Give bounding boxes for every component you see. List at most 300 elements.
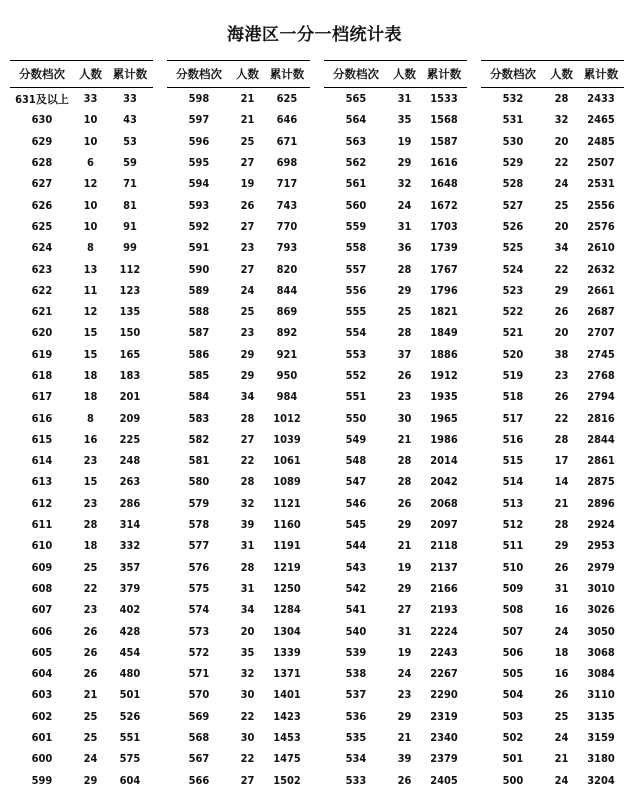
table-row (10, 770, 153, 791)
cumulative-cell: 625 (276, 92, 298, 106)
table-row (167, 578, 310, 599)
count-cell: 22 (83, 581, 98, 595)
count-cell: 26 (83, 645, 98, 659)
table-row (167, 727, 310, 748)
score-cell: 565 (345, 92, 367, 106)
score-cell: 501 (502, 752, 524, 766)
score-cell: 581 (188, 454, 210, 468)
cumulative-cell: 2875 (587, 475, 615, 489)
cumulative-cell: 1568 (430, 113, 458, 127)
cumulative-cell: 286 (119, 496, 141, 510)
score-cell: 561 (345, 177, 367, 191)
count-cell: 29 (397, 156, 412, 170)
table-row (481, 663, 624, 684)
score-cell: 572 (188, 645, 210, 659)
count-cell: 16 (554, 603, 569, 617)
cumulative-cell: 526 (119, 709, 141, 723)
cumulative-cell: 2267 (430, 667, 458, 681)
count-cell: 10 (83, 198, 98, 212)
score-cell: 554 (345, 326, 367, 340)
score-cell: 550 (345, 411, 367, 425)
score-cell: 568 (188, 731, 210, 745)
cumulative-cell: 2290 (430, 688, 458, 702)
count-cell: 27 (240, 432, 255, 446)
count-cell: 28 (240, 475, 255, 489)
count-cell: 15 (83, 347, 98, 361)
count-cell: 24 (83, 752, 98, 766)
score-cell: 602 (31, 709, 53, 723)
table-row (10, 131, 153, 152)
score-cell: 606 (31, 624, 53, 638)
score-cell: 596 (188, 134, 210, 148)
cumulative-header: 累计数 (107, 61, 153, 88)
count-cell: 15 (83, 475, 98, 489)
cumulative-cell: 2707 (587, 326, 615, 340)
score-cell: 502 (502, 731, 524, 745)
count-cell: 23 (397, 390, 412, 404)
header-row (10, 61, 153, 88)
score-cell: 537 (345, 688, 367, 702)
count-cell: 29 (554, 283, 569, 297)
table-row (324, 684, 467, 705)
cumulative-cell: 2896 (587, 496, 615, 510)
score-cell: 627 (31, 177, 53, 191)
count-cell: 29 (240, 369, 255, 382)
count-cell: 24 (240, 283, 255, 297)
count-cell: 21 (83, 688, 98, 702)
cumulative-cell: 1475 (273, 752, 301, 766)
table-row (324, 322, 467, 343)
score-cell: 582 (188, 432, 210, 446)
score-cell: 529 (502, 156, 524, 170)
count-cell: 22 (554, 411, 569, 425)
score-cell: 543 (345, 560, 367, 574)
score-cell: 540 (345, 624, 367, 638)
score-cell: 517 (502, 411, 524, 425)
score-cell: 503 (502, 709, 524, 723)
count-cell: 29 (397, 709, 412, 723)
score-cell: 522 (502, 305, 524, 319)
score-cell: 615 (31, 432, 53, 446)
page-title: 海港区一分一档统计表 (227, 25, 402, 45)
count-cell: 8 (87, 411, 94, 425)
count-cell: 18 (83, 369, 98, 382)
score-cell: 519 (502, 369, 524, 382)
table-row (10, 748, 153, 769)
score-cell: 530 (502, 134, 524, 148)
count-cell: 24 (554, 624, 569, 638)
table-row (167, 322, 310, 343)
score-cell: 507 (502, 624, 524, 638)
cumulative-cell: 2507 (587, 156, 615, 170)
table-row (324, 557, 467, 578)
cumulative-cell: 2097 (430, 518, 458, 532)
score-cell: 539 (345, 645, 367, 659)
table-row (324, 173, 467, 194)
table-row (10, 386, 153, 407)
count-cell: 16 (83, 432, 98, 446)
count-cell: 15 (83, 326, 98, 340)
score-cell: 611 (31, 518, 53, 532)
score-cell: 599 (31, 773, 53, 787)
table-row (481, 344, 624, 365)
cumulative-cell: 1423 (273, 709, 301, 723)
cumulative-cell: 2166 (430, 581, 458, 595)
count-cell: 23 (240, 326, 255, 340)
cumulative-cell: 33 (123, 92, 137, 106)
score-cell: 556 (345, 283, 367, 297)
table-row (324, 535, 467, 556)
cumulative-cell: 1401 (273, 688, 301, 702)
score-cell: 629 (31, 134, 53, 148)
cumulative-cell: 1648 (430, 177, 458, 191)
score-cell: 575 (188, 581, 210, 595)
table-row (167, 770, 310, 791)
cumulative-cell: 357 (119, 560, 141, 574)
table-row (167, 131, 310, 152)
table-row (481, 301, 624, 322)
cumulative-cell: 2861 (587, 454, 615, 468)
table-row (481, 88, 624, 110)
score-cell: 625 (31, 219, 53, 233)
cumulative-cell: 1371 (273, 667, 301, 681)
count-cell: 27 (397, 603, 412, 617)
cumulative-cell: 1453 (273, 731, 301, 745)
count-cell: 23 (554, 369, 569, 382)
cumulative-cell: 575 (119, 752, 141, 766)
table-row (10, 301, 153, 322)
table-row (167, 429, 310, 450)
table-row (481, 770, 624, 791)
count-cell: 10 (83, 219, 98, 233)
score-cell: 547 (345, 475, 367, 489)
cumulative-cell: 225 (119, 432, 141, 446)
cumulative-cell: 1089 (273, 475, 301, 489)
table-row (167, 280, 310, 301)
cumulative-cell: 3068 (587, 645, 615, 659)
count-cell: 19 (397, 134, 412, 148)
cumulative-cell: 1587 (430, 134, 458, 148)
count-cell: 30 (240, 688, 255, 702)
cumulative-cell: 1672 (430, 198, 458, 212)
table-row (481, 131, 624, 152)
table-row (324, 770, 467, 791)
count-cell: 34 (554, 241, 569, 255)
table-row (324, 365, 467, 386)
count-cell: 29 (240, 347, 255, 361)
score-cell: 526 (502, 219, 524, 233)
count-cell: 24 (554, 731, 569, 745)
score-cell: 612 (31, 496, 53, 510)
count-cell: 26 (397, 496, 412, 510)
cumulative-header: 累计数 (578, 61, 624, 88)
count-cell: 25 (397, 305, 412, 319)
score-cell: 532 (502, 92, 524, 106)
score-cell: 623 (31, 262, 53, 276)
count-cell: 21 (240, 92, 255, 106)
score-cell: 546 (345, 496, 367, 510)
table-row (167, 407, 310, 428)
count-cell: 29 (397, 518, 412, 532)
table-row (324, 578, 467, 599)
table-row (167, 748, 310, 769)
count-cell: 33 (83, 92, 98, 106)
cumulative-cell: 3180 (587, 752, 615, 766)
count-cell: 21 (397, 731, 412, 745)
cumulative-cell: 2610 (587, 241, 615, 255)
count-cell: 29 (397, 283, 412, 297)
table-row (167, 706, 310, 727)
cumulative-cell: 743 (276, 198, 298, 212)
count-cell: 24 (554, 773, 569, 787)
cumulative-header: 累计数 (264, 61, 310, 88)
score-cell: 571 (188, 667, 210, 681)
score-cell: 600 (31, 752, 53, 766)
count-cell: 27 (240, 262, 255, 276)
cumulative-cell: 793 (276, 241, 298, 255)
score-cell: 521 (502, 326, 524, 340)
cumulative-cell: 1339 (273, 645, 301, 659)
table-row (10, 706, 153, 727)
cumulative-cell: 2068 (430, 496, 458, 510)
score-cell: 597 (188, 113, 210, 127)
count-cell: 32 (240, 496, 255, 510)
score-cell: 562 (345, 156, 367, 170)
cumulative-cell: 1284 (273, 603, 301, 617)
score-cell: 583 (188, 411, 210, 425)
score-table-1 (10, 60, 153, 791)
cumulative-cell: 1849 (430, 326, 458, 340)
count-cell: 26 (554, 560, 569, 574)
count-header: 人数 (74, 61, 107, 88)
score-cell: 518 (502, 390, 524, 404)
count-cell: 11 (83, 283, 98, 297)
cumulative-cell: 1821 (430, 305, 458, 319)
score-table-3 (324, 60, 467, 791)
score-header: 分数档次 (481, 61, 545, 88)
score-cell: 508 (502, 603, 524, 617)
count-cell: 24 (554, 177, 569, 191)
count-cell: 13 (83, 262, 98, 276)
cumulative-cell: 53 (123, 134, 137, 148)
score-cell: 594 (188, 177, 210, 191)
table-row (324, 450, 467, 471)
table-row (481, 471, 624, 492)
table-row (324, 258, 467, 279)
cumulative-cell: 3050 (587, 624, 615, 638)
count-cell: 32 (397, 177, 412, 191)
cumulative-cell: 501 (119, 688, 141, 702)
table-row (481, 173, 624, 194)
table-row (10, 493, 153, 514)
count-cell: 16 (554, 667, 569, 681)
count-cell: 32 (554, 113, 569, 127)
table-row (481, 280, 624, 301)
count-cell: 39 (240, 518, 255, 532)
table-row (324, 344, 467, 365)
score-cell: 574 (188, 603, 210, 617)
score-cell: 534 (345, 752, 367, 766)
score-cell: 557 (345, 262, 367, 276)
count-cell: 28 (554, 518, 569, 532)
count-cell: 20 (240, 624, 255, 638)
count-cell: 34 (240, 390, 255, 404)
table-row (167, 471, 310, 492)
score-header: 分数档次 (324, 61, 388, 88)
count-cell: 28 (83, 518, 98, 532)
count-cell: 12 (83, 305, 98, 319)
score-cell: 617 (31, 390, 53, 404)
cumulative-cell: 2632 (587, 262, 615, 276)
table-row (167, 365, 310, 386)
cumulative-cell: 123 (119, 283, 141, 297)
score-cell: 579 (188, 496, 210, 510)
count-cell: 31 (397, 92, 412, 106)
count-cell: 18 (83, 539, 98, 553)
count-cell: 21 (554, 496, 569, 510)
table-row (167, 450, 310, 471)
cumulative-cell: 2661 (587, 283, 615, 297)
score-cell: 527 (502, 198, 524, 212)
table-row (167, 386, 310, 407)
table-row (481, 194, 624, 215)
score-table-2 (167, 60, 310, 791)
count-cell: 28 (554, 92, 569, 106)
score-cell: 631及以上 (15, 92, 69, 106)
score-cell: 510 (502, 560, 524, 574)
table-row (10, 450, 153, 471)
cumulative-cell: 2924 (587, 518, 615, 532)
score-cell: 567 (188, 752, 210, 766)
score-header: 分数档次 (167, 61, 231, 88)
score-cell: 544 (345, 539, 367, 553)
cumulative-cell: 1502 (273, 773, 301, 787)
table-row (167, 493, 310, 514)
cumulative-cell: 1703 (430, 219, 458, 233)
cumulative-cell: 2531 (587, 177, 615, 191)
score-cell: 587 (188, 326, 210, 340)
score-cell: 538 (345, 667, 367, 681)
count-cell: 25 (83, 731, 98, 745)
table-row (481, 365, 624, 386)
table-row (481, 620, 624, 641)
table-row (324, 152, 467, 173)
cumulative-cell: 1965 (430, 411, 458, 425)
score-cell: 536 (345, 709, 367, 723)
table-row (481, 429, 624, 450)
count-cell: 31 (240, 539, 255, 553)
cumulative-cell: 2794 (587, 390, 615, 404)
cumulative-cell: 770 (276, 219, 298, 233)
table-row (324, 237, 467, 258)
score-cell: 628 (31, 156, 53, 170)
table-row (481, 216, 624, 237)
score-cell: 584 (188, 390, 210, 404)
score-cell: 585 (188, 369, 210, 382)
table-row (10, 407, 153, 428)
score-cell: 552 (345, 369, 367, 382)
cumulative-cell: 1160 (273, 518, 301, 532)
count-cell: 37 (397, 347, 412, 361)
table-row (10, 173, 153, 194)
cumulative-cell: 2193 (430, 603, 458, 617)
count-cell: 10 (83, 113, 98, 127)
score-cell: 511 (502, 539, 524, 553)
count-cell: 20 (554, 134, 569, 148)
count-cell: 34 (240, 603, 255, 617)
count-cell: 14 (554, 475, 569, 489)
count-cell: 18 (554, 645, 569, 659)
score-cell: 618 (31, 369, 53, 382)
score-cell: 630 (31, 113, 53, 127)
table-row (10, 684, 153, 705)
count-cell: 25 (240, 305, 255, 319)
table-row (324, 216, 467, 237)
score-cell: 588 (188, 305, 210, 319)
score-cell: 515 (502, 454, 524, 468)
table-row (10, 620, 153, 641)
count-cell: 23 (397, 688, 412, 702)
score-cell: 555 (345, 305, 367, 319)
table-row (167, 620, 310, 641)
table-row (10, 663, 153, 684)
table-row (10, 322, 153, 343)
cumulative-cell: 2319 (430, 709, 458, 723)
score-cell: 560 (345, 198, 367, 212)
cumulative-cell: 2224 (430, 624, 458, 638)
table-row (481, 109, 624, 130)
count-cell: 31 (240, 581, 255, 595)
table-row (10, 258, 153, 279)
score-cell: 604 (31, 667, 53, 681)
score-cell: 553 (345, 347, 367, 361)
count-cell: 21 (397, 539, 412, 553)
count-cell: 23 (83, 496, 98, 510)
score-cell: 593 (188, 198, 210, 212)
score-cell: 506 (502, 645, 524, 659)
cumulative-cell: 869 (276, 305, 298, 319)
count-cell: 22 (554, 156, 569, 170)
count-cell: 19 (397, 645, 412, 659)
table-row (324, 386, 467, 407)
cumulative-cell: 248 (119, 454, 141, 468)
cumulative-cell: 2556 (587, 198, 615, 212)
table-row (324, 514, 467, 535)
count-cell: 26 (554, 688, 569, 702)
count-cell: 21 (397, 432, 412, 446)
score-cell: 548 (345, 454, 367, 468)
table-row (167, 237, 310, 258)
cumulative-cell: 820 (276, 262, 298, 276)
count-cell: 21 (554, 752, 569, 766)
count-cell: 28 (397, 475, 412, 489)
table-row (167, 173, 310, 194)
table-row (167, 642, 310, 663)
table-row (481, 727, 624, 748)
count-cell: 28 (240, 560, 255, 574)
table-row (167, 301, 310, 322)
cumulative-cell: 984 (276, 390, 298, 404)
cumulative-cell: 183 (119, 369, 141, 382)
count-cell: 31 (397, 624, 412, 638)
table-row (481, 599, 624, 620)
cumulative-cell: 2485 (587, 134, 615, 148)
cumulative-cell: 332 (119, 539, 141, 553)
count-cell: 25 (554, 709, 569, 723)
score-cell: 609 (31, 560, 53, 574)
table-row (10, 237, 153, 258)
count-cell: 23 (83, 454, 98, 468)
